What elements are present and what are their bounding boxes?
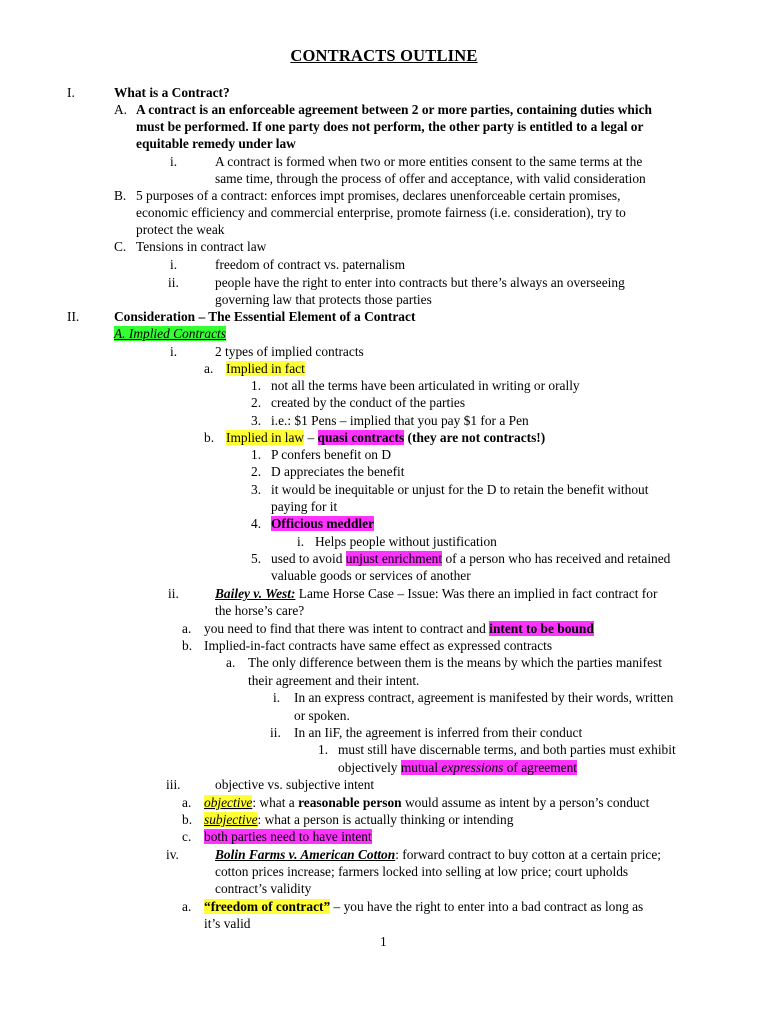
outline-marker: 3. — [251, 482, 262, 497]
text-run: objectively — [338, 760, 401, 775]
outline-marker: 2. — [251, 464, 262, 479]
text-run: What is a Contract? — [114, 85, 230, 100]
text-run: Implied-in-fact contracts have same effect as expressed contracts — [204, 638, 553, 653]
text-run: not all the terms have been articulated in writing or orally — [271, 378, 580, 393]
page-title: CONTRACTS OUTLINE — [290, 46, 478, 65]
outline-line — [315, 533, 497, 550]
text-run: intent to be bound — [489, 621, 594, 636]
outline-line — [271, 567, 471, 584]
outline-line — [338, 741, 676, 758]
outline-marker: B. — [114, 188, 127, 203]
outline-line — [294, 724, 582, 741]
outline-line — [271, 481, 648, 498]
text-run: valuable goods or services of another — [271, 568, 471, 583]
text-run: i.e.: $1 Pens – implied that you pay $1 for a Pen — [271, 413, 529, 428]
text-run: economic efficiency and commercial enterprise, promote fairness (i.e. consideration), try to — [136, 205, 626, 220]
text-run: Bolin Farms v. American Cotton — [215, 847, 396, 862]
outline-line — [215, 153, 642, 170]
outline-line — [215, 170, 646, 187]
outline-line — [271, 515, 374, 532]
page-number: 1 — [380, 934, 387, 949]
text-run: Implied in law — [226, 430, 305, 445]
outline-marker: C. — [114, 239, 127, 254]
text-run: must still have discernable terms, and both parties must exhibit — [338, 742, 676, 757]
text-run: : what a — [252, 795, 299, 810]
text-run: : forward contract to buy cotton at a certain price; — [395, 847, 662, 862]
text-run: Officious meddler — [271, 516, 375, 531]
text-run: In an express contract, agreement is manifested by their words, written — [294, 690, 674, 705]
outline-line — [294, 689, 673, 706]
outline-marker: ii. — [168, 275, 179, 290]
outline-line — [114, 84, 230, 101]
outline-marker: c. — [182, 829, 192, 844]
text-run: created by the conduct of the parties — [271, 395, 466, 410]
text-run: equitable remedy under law — [136, 136, 296, 151]
outline-line — [215, 846, 661, 863]
outline-marker: 1. — [318, 742, 329, 757]
outline-line — [204, 637, 552, 654]
text-run: it’s valid — [204, 916, 251, 931]
outline-line — [271, 550, 670, 567]
outline-marker: a. — [226, 655, 236, 670]
text-run: protect the weak — [136, 222, 225, 237]
outline-line — [226, 360, 305, 377]
outline-line — [114, 325, 226, 342]
outline-line — [136, 135, 296, 152]
outline-line — [294, 707, 350, 724]
text-run: Bailey v. West: — [215, 586, 296, 601]
outline-marker: a. — [182, 621, 192, 636]
text-run: people have the right to enter into contracts but there’s always an overseeing — [215, 275, 625, 290]
outline-line — [215, 343, 364, 360]
text-run: governing law that protects those parties — [215, 292, 432, 307]
outline-marker: A. — [114, 102, 128, 117]
text-run: or spoken. — [294, 708, 350, 723]
outline-marker: I. — [67, 85, 75, 100]
outline-marker: i. — [273, 690, 281, 705]
outline-line — [136, 221, 224, 238]
outline-line — [215, 602, 304, 619]
text-run: A contract is an enforceable agreement between 2 or more parties, containing duties which — [136, 102, 652, 117]
text-run: : what a person is actually thinking or intending — [257, 812, 514, 827]
text-run: both parties need to have intent — [204, 829, 372, 844]
text-run: Helps people without justification — [315, 534, 497, 549]
outline-marker: 1. — [251, 378, 262, 393]
outline-line — [114, 308, 415, 325]
outline-marker: 3. — [251, 413, 262, 428]
outline-marker: 2. — [251, 395, 262, 410]
outline-line — [248, 654, 662, 671]
outline-line — [136, 187, 620, 204]
outline-marker: i. — [170, 154, 178, 169]
text-run: you need to find that there was intent to contract and — [204, 621, 490, 636]
outline-line — [136, 238, 266, 255]
text-run: – — [304, 430, 318, 445]
outline-marker: II. — [67, 309, 80, 324]
outline-line — [204, 898, 643, 915]
outline-marker: a. — [204, 361, 214, 376]
outline-marker: a. — [182, 899, 192, 914]
text-run: – you have the right to enter into a bad contract as long as — [330, 899, 644, 914]
text-run: objective — [204, 795, 253, 810]
text-run: cotton prices increase; farmers locked into selling at low price; court upholds — [215, 864, 629, 879]
outline-marker: b. — [182, 638, 193, 653]
outline-marker: iv. — [166, 847, 179, 862]
text-run: (they are not contracts!) — [404, 430, 546, 445]
outline-line — [204, 811, 513, 828]
outline-line — [338, 759, 577, 776]
text-run: A. Implied Contracts — [114, 326, 226, 341]
text-run: Lame Horse Case – Issue: Was there an implied in fact contract for — [295, 586, 658, 601]
text-run: same time, through the process of offer and acceptance, with valid consideration — [215, 171, 646, 186]
text-run: The only difference between them is the means by which the parties manifest — [248, 655, 662, 670]
text-run: expressions — [441, 760, 504, 775]
outline-marker: ii. — [168, 586, 179, 601]
outline-marker: a. — [182, 795, 192, 810]
outline-line — [204, 620, 594, 637]
outline-marker: i. — [170, 257, 178, 272]
outline-marker: 5. — [251, 551, 262, 566]
text-run: In an IiF, the agreement is inferred from their conduct — [294, 725, 583, 740]
outline-line — [136, 204, 626, 221]
text-run: 2 types of implied contracts — [215, 344, 364, 359]
outline-line — [248, 672, 419, 689]
outline-marker: iii. — [166, 777, 181, 792]
text-run: objective vs. subjective intent — [215, 777, 375, 792]
outline-line — [226, 429, 545, 446]
outline-line — [215, 880, 311, 897]
text-run: 5 purposes of a contract: enforces impt promises, declares unenforceable certain promises, — [136, 188, 621, 203]
text-run: must be performed. If one party does not perform, the other party is entitled to a legal or — [136, 119, 644, 134]
text-run: quasi contracts — [317, 430, 405, 445]
outline-marker: 4. — [251, 516, 262, 531]
outline-line — [215, 256, 405, 273]
outline-line — [271, 463, 404, 480]
outline-line — [204, 915, 251, 932]
text-run: unjust enrichment — [345, 551, 443, 566]
outline-line — [215, 274, 625, 291]
text-run: freedom of contract vs. paternalism — [215, 257, 405, 272]
outline-line — [204, 828, 372, 845]
outline-line — [215, 585, 657, 602]
text-run: their agreement and their intent. — [248, 673, 420, 688]
text-run: A contract is formed when two or more entities consent to the same terms at the — [215, 154, 643, 169]
outline-line — [215, 863, 628, 880]
text-run: D appreciates the benefit — [271, 464, 405, 479]
outline-marker: 1. — [251, 447, 262, 462]
outline-line — [136, 101, 652, 118]
text-run: subjective — [204, 812, 258, 827]
text-run: reasonable person — [298, 795, 402, 810]
text-run: it would be inequitable or unjust for the D to retain the benefit without — [271, 482, 649, 497]
text-run: the horse’s care? — [215, 603, 305, 618]
text-run: of agreement — [503, 760, 577, 775]
text-run: mutual — [400, 760, 442, 775]
outline-line — [271, 412, 529, 429]
text-run: Consideration – The Essential Element of a Contract — [114, 309, 416, 324]
outline-marker: b. — [204, 430, 215, 445]
outline-line — [215, 776, 374, 793]
outline-marker: b. — [182, 812, 193, 827]
text-run: “freedom of contract” — [204, 899, 331, 914]
text-run: Tensions in contract law — [136, 239, 267, 254]
outline-line — [271, 394, 465, 411]
text-run: paying for it — [271, 499, 338, 514]
outline-marker: ii. — [270, 725, 281, 740]
outline-line — [136, 118, 643, 135]
text-run: used to avoid — [271, 551, 346, 566]
outline-line — [271, 446, 391, 463]
text-run: contract’s validity — [215, 881, 312, 896]
outline-marker: i. — [170, 344, 178, 359]
text-run: would assume as intent by a person’s conduct — [401, 795, 650, 810]
text-run: Implied in fact — [226, 361, 305, 376]
text-run: P confers benefit on D — [271, 447, 391, 462]
text-run: of a person who has received and retained — [442, 551, 671, 566]
outline-marker: i. — [297, 534, 305, 549]
outline-line — [204, 794, 649, 811]
outline-line — [215, 291, 432, 308]
outline-line — [271, 498, 337, 515]
outline-line — [271, 377, 580, 394]
